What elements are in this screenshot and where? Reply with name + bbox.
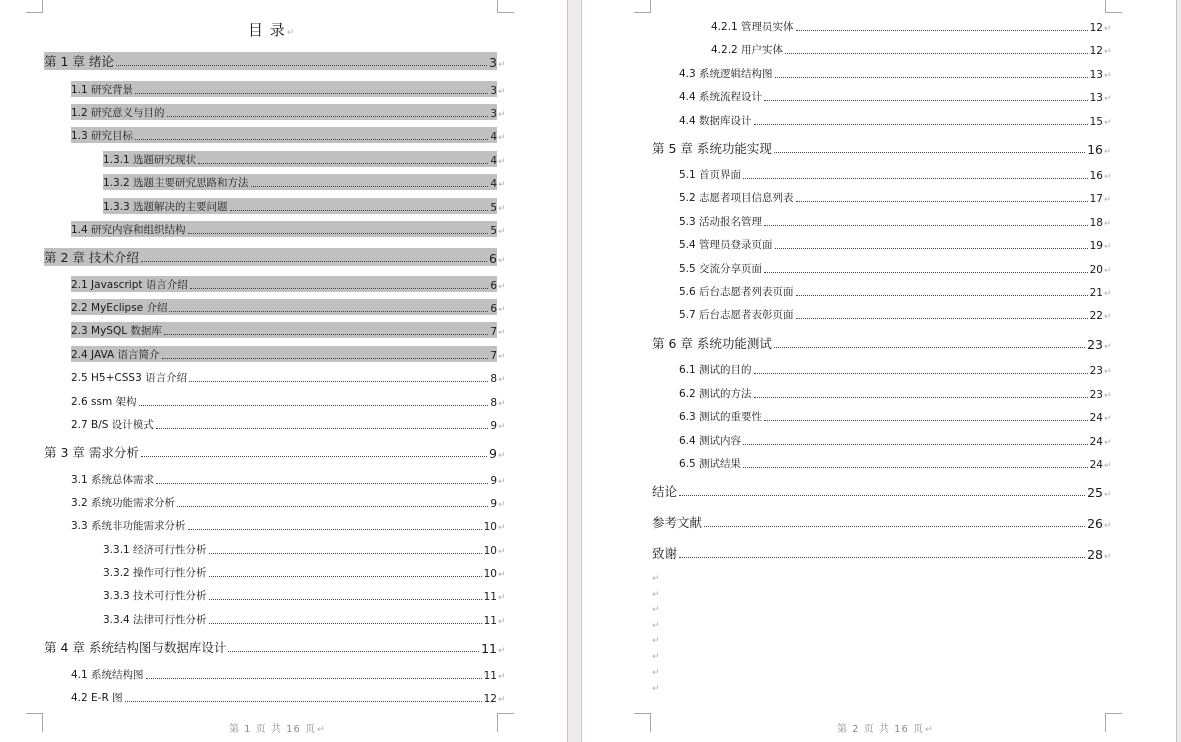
paragraph-mark-icon: ↵ [498,399,506,409]
toc-entry-label: 第 1 章 绪论 [44,54,114,69]
dot-leader [774,347,1085,348]
toc-page-number: 15 [1089,116,1103,128]
toc-entry-label: 4.1 系统结构图 [71,669,144,681]
dot-leader [743,178,1088,179]
toc-entry-label: 1.4 研究内容和组织结构 [71,224,186,236]
toc-entry[interactable] [71,322,506,338]
paragraph-mark-icon: ↵ [498,500,506,510]
paragraph-mark-icon: ↵ [498,204,506,214]
paragraph-mark-icon: ↵ [1104,172,1112,182]
toc-entry-label: 参考文献 [652,515,703,530]
dot-leader [209,599,482,600]
toc-entry-label: 2.4 JAVA 语言简介 [71,349,160,361]
toc-page-number: 3 [489,55,497,70]
toc-page-number: 23 [1087,337,1103,352]
toc-page-number: 8 [490,373,497,385]
page-gap[interactable] [1176,0,1181,742]
toc-entry-label: 2.6 ssm 架构 [71,396,137,408]
toc-entry-label: 第 5 章 系统功能实现 [652,141,772,156]
dot-leader [198,163,488,164]
dot-leader [156,428,489,429]
toc-entry[interactable] [71,666,506,682]
toc-entry[interactable] [679,112,1112,128]
document-page-2[interactable] [582,0,1176,742]
paragraph-mark-icon: ↵ [1104,438,1112,448]
toc-page-number: 6 [490,280,497,292]
paragraph-mark-icon: ↵ [498,646,506,656]
toc-page-number: 25 [1087,485,1103,500]
toc-page-number: 9 [490,498,497,510]
margin-corner-mark [1105,713,1122,732]
dot-leader [162,358,489,359]
paragraph-mark-icon: ↵ [652,668,660,678]
toc-entry-label: 1.3.1 选题研究现状 [103,154,197,166]
dot-leader [796,318,1088,319]
paragraph-mark-icon: ↵ [498,570,506,580]
toc-entry-label: 4.2.1 管理员实体 [711,21,794,33]
dot-leader [156,483,488,484]
dot-leader [679,557,1085,558]
toc-entry-label: 2.5 H5+CSS3 语言介绍 [71,372,188,384]
toc-page-number: 3 [490,108,497,120]
toc-entry[interactable] [679,65,1112,81]
toc-entry-label: 5.6 后台志愿者列表页面 [679,286,794,298]
paragraph-mark-icon: ↵ [498,422,506,432]
toc-entry[interactable] [679,408,1112,424]
toc-page-number: 9 [490,475,497,487]
paragraph-mark-icon: ↵ [1104,242,1112,252]
paragraph-mark-icon: ↵ [498,672,506,682]
paragraph-mark-icon: ↵ [498,256,506,266]
dot-leader [135,139,488,140]
toc-entry-label: 第 4 章 系统结构图与数据库设计 [44,640,227,655]
dot-leader [754,397,1088,398]
paragraph-mark-icon: ↵ [652,590,660,600]
toc-entry[interactable] [71,369,506,385]
toc-entry[interactable] [103,541,506,557]
toc-entry-label: 6.4 测试内容 [679,435,742,447]
toc-page-number: 7 [490,326,497,338]
toc-entry-label: 4.2.2 用户实体 [711,44,784,56]
paragraph-mark-icon: ↵ [498,617,506,627]
dot-leader [796,30,1088,31]
toc-page-number: 11 [483,591,497,603]
toc-entry-label: 5.2 志愿者项目信息列表 [679,192,794,204]
toc-page-number: 22 [1089,310,1103,322]
paragraph-mark-icon: ↵ [652,636,660,646]
toc-entry-label: 2.3 MySQL 数据库 [71,325,162,337]
toc-entry[interactable] [44,638,506,656]
toc-page-number: 3 [490,85,497,97]
margin-corner-mark [26,713,43,732]
paragraph-mark-icon: ↵ [1104,147,1112,157]
paragraph-mark-icon: ↵ [498,477,506,487]
paragraph-mark-icon: ↵ [652,605,660,615]
dot-leader [764,420,1088,421]
paragraph-mark-icon: ↵ [652,684,660,694]
toc-entry-label: 6.3 测试的重要性 [679,411,763,423]
toc-page-number: 12 [1089,22,1103,34]
toc-entry-label: 6.2 测试的方法 [679,388,752,400]
toc-entry[interactable] [652,513,1112,531]
dot-leader [743,444,1088,445]
dot-leader [139,405,489,406]
dot-leader [141,261,487,262]
toc-entry[interactable] [103,151,506,167]
paragraph-mark-icon: ↵ [498,157,506,167]
paragraph-mark-icon: ↵ [1104,266,1112,276]
toc-page-number: 7 [490,350,497,362]
toc-entry-label: 4.2 E-R 图 [71,692,123,704]
toc-entry-label: 3.3.4 法律可行性分析 [103,614,207,626]
paragraph-mark-icon: ↵ [498,547,506,557]
margin-corner-mark [634,713,651,732]
paragraph-mark-icon: ↵ [498,523,506,533]
paragraph-mark-icon: ↵ [1104,24,1112,34]
toc-page-number: 10 [483,521,497,533]
toc-entry-label: 5.4 管理员登录页面 [679,239,773,251]
paragraph-mark-icon: ↵ [498,593,506,603]
paragraph-mark-icon: ↵ [498,305,506,315]
paragraph-mark-icon: ↵ [652,621,660,631]
document-page-1[interactable] [0,0,567,742]
toc-page-number: 10 [483,545,497,557]
paragraph-mark-icon: ↵ [652,652,660,662]
toc-entry-label: 2.2 MyEclipse 介绍 [71,302,168,314]
paragraph-mark-icon: ↵ [1104,552,1112,562]
toc-entry-label: 3.3.1 经济可行性分析 [103,544,207,556]
paragraph-mark-icon: ↵ [1104,94,1112,104]
toc-entry-label: 致谢 [652,546,678,561]
toc-entry-label: 4.4 数据库设计 [679,115,752,127]
paragraph-mark-icon: ↵ [1104,195,1112,205]
toc-entry[interactable] [652,334,1112,352]
toc-entry[interactable] [71,471,506,487]
margin-corner-mark [26,0,43,13]
toc-entry-label: 1.3.2 选题主要研究思路和方法 [103,177,249,189]
dot-leader [743,467,1088,468]
dot-leader [125,701,482,702]
toc-entry-label: 5.1 首页界面 [679,169,742,181]
paragraph-mark-icon: ↵ [498,227,506,237]
toc-entry[interactable] [679,213,1112,229]
margin-corner-mark [497,0,514,13]
dot-leader [796,201,1088,202]
dot-leader [169,311,488,312]
dot-leader [228,651,479,652]
paragraph-mark-icon: ↵ [1104,118,1112,128]
dot-leader [189,381,488,382]
toc-entry[interactable] [71,276,506,292]
toc-entry[interactable] [71,81,506,97]
dot-leader [796,295,1088,296]
dot-leader [775,248,1088,249]
paragraph-mark-icon: ↵ [498,180,506,190]
toc-entry[interactable] [103,174,506,190]
dot-leader [251,186,489,187]
toc-entry-label: 结论 [652,484,678,499]
toc-entry[interactable] [679,361,1112,377]
page-footer: 第 2 页 共 16 页↵ [837,724,934,735]
dot-leader [141,456,487,457]
toc-entry[interactable] [679,306,1112,322]
toc-entry-label: 1.1 研究背景 [71,84,134,96]
dot-leader [785,53,1088,54]
dot-leader [190,288,489,289]
toc-entry[interactable] [71,346,506,362]
paragraph-mark-icon: ↵ [1104,414,1112,424]
paragraph-mark-icon: ↵ [1104,367,1112,377]
paragraph-mark-icon: ↵ [1104,289,1112,299]
paragraph-mark-icon: ↵ [498,328,506,338]
toc-page-number: 4 [490,155,497,167]
toc-entry-label: 3.2 系统功能需求分析 [71,497,176,509]
toc-page-number: 4 [490,178,497,190]
toc-page-number: 10 [483,568,497,580]
toc-page-number: 23 [1089,365,1103,377]
toc-entry[interactable] [71,393,506,409]
toc-entry-label: 3.1 系统总体需求 [71,474,155,486]
toc-page-number: 23 [1089,389,1103,401]
toc-entry-label: 5.7 后台志愿者表彰页面 [679,309,794,321]
toc-page-number: 24 [1089,459,1103,471]
paragraph-mark-icon: ↵ [498,133,506,143]
dot-leader [209,553,482,554]
paragraph-mark-icon: ↵ [498,110,506,120]
dot-leader [775,77,1088,78]
toc-page-number: 13 [1089,92,1103,104]
toc-page-number: 19 [1089,240,1103,252]
toc-page-number: 21 [1089,287,1103,299]
toc-page-number: 5 [490,202,497,214]
toc-entry-label: 5.5 交流分享页面 [679,263,763,275]
toc-entry[interactable] [103,564,506,580]
paragraph-mark-icon: ↵ [1104,312,1112,322]
margin-corner-mark [1105,0,1122,13]
toc-page-number: 20 [1089,264,1103,276]
toc-entry[interactable] [679,455,1112,471]
dot-leader [754,124,1088,125]
toc-entry-label: 1.3.3 选题解决的主要问题 [103,201,228,213]
dot-leader [146,678,482,679]
toc-entry[interactable] [679,283,1112,299]
toc-page-number: 26 [1087,516,1103,531]
dot-leader [209,576,482,577]
toc-entry[interactable] [71,416,506,432]
paragraph-mark-icon: ↵ [1104,219,1112,229]
dot-leader [167,116,489,117]
margin-corner-mark [497,713,514,732]
dot-leader [774,152,1085,153]
toc-entry[interactable] [44,52,506,70]
page-footer: 第 1 页 共 16 页↵ [229,724,326,735]
toc-entry[interactable] [103,198,506,214]
margin-corner-mark [634,0,651,13]
toc-entry[interactable] [679,432,1112,448]
toc-entry[interactable] [679,88,1112,104]
toc-entry[interactable] [71,127,506,143]
toc-page-number: 18 [1089,217,1103,229]
toc-page-number: 16 [1087,142,1103,157]
toc-entry-label: 3.3.2 操作可行性分析 [103,567,207,579]
page-gap [567,0,582,742]
toc-entry[interactable] [71,494,506,510]
toc-entry-label: 1.2 研究意义与目的 [71,107,165,119]
toc-entry-label: 6.1 测试的目的 [679,364,752,376]
toc-entry-label: 3.3 系统非功能需求分析 [71,520,186,532]
toc-entry-label: 2.1 Javascript 语言介绍 [71,279,188,291]
toc-entry[interactable] [71,299,506,315]
paragraph-mark-icon: ↵ [498,60,506,70]
dot-leader [188,233,489,234]
toc-entry-label: 3.3.3 技术可行性分析 [103,590,207,602]
toc-entry[interactable] [711,41,1112,57]
paragraph-mark-icon: ↵ [498,451,506,461]
toc-page-number: 11 [483,670,497,682]
toc-page-number: 4 [490,131,497,143]
toc-entry-label: 4.4 系统流程设计 [679,91,763,103]
toc-page-number: 11 [481,641,497,656]
toc-entry-label: 第 2 章 技术介绍 [44,250,139,265]
toc-page-number: 6 [490,303,497,315]
toc-page-number: 12 [483,693,497,705]
toc-page-number: 24 [1089,412,1103,424]
paragraph-mark-icon: ↵ [1104,521,1112,531]
toc-page-number: 9 [490,420,497,432]
toc-entry-label: 1.3 研究目标 [71,130,134,142]
toc-entry[interactable] [679,236,1112,252]
toc-entry[interactable] [679,260,1112,276]
toc-entry-label: 5.3 活动报名管理 [679,216,763,228]
dot-leader [177,506,488,507]
dot-leader [188,529,482,530]
toc-page-number: 9 [489,446,497,461]
paragraph-mark-icon: ↵ [498,87,506,97]
toc-page-number: 16 [1089,170,1103,182]
dot-leader [679,495,1085,496]
paragraph-mark-icon: ↵ [1104,461,1112,471]
dot-leader [764,272,1088,273]
dot-leader [135,93,488,94]
toc-entry[interactable] [652,482,1112,500]
toc-entry-label: 4.3 系统逻辑结构图 [679,68,773,80]
toc-page-number: 11 [483,615,497,627]
toc-entry-label: 6.5 测试结果 [679,458,742,470]
dot-leader [764,100,1088,101]
toc-entry[interactable] [44,248,506,266]
paragraph-mark-icon: ↵ [498,375,506,385]
paragraph-mark-icon: ↵ [498,352,506,362]
paragraph-mark-icon: ↵ [1104,47,1112,57]
toc-entry[interactable] [71,517,506,533]
toc-entry-label: 第 3 章 需求分析 [44,445,139,460]
paragraph-mark-icon: ↵ [1104,71,1112,81]
paragraph-mark-icon: ↵ [498,695,506,705]
toc-page-number: 5 [490,225,497,237]
paragraph-mark-icon: ↵ [1104,490,1112,500]
toc-entry[interactable] [103,587,506,603]
dot-leader [764,225,1088,226]
toc-page-number: 13 [1089,69,1103,81]
toc-page-number: 28 [1087,547,1103,562]
dot-leader [230,210,489,211]
paragraph-mark-icon: ↵ [498,282,506,292]
dot-leader [754,373,1088,374]
toc-page-number: 12 [1089,45,1103,57]
toc-entry[interactable] [679,189,1112,205]
dot-leader [116,65,487,66]
toc-entry[interactable] [679,385,1112,401]
paragraph-mark-icon: ↵ [652,574,660,584]
toc-entry[interactable] [103,611,506,627]
toc-entry-label: 第 6 章 系统功能测试 [652,336,772,351]
toc-entry[interactable] [711,18,1112,34]
toc-entry-label: 2.7 B/S 设计模式 [71,419,154,431]
toc-entry[interactable] [652,544,1112,562]
dot-leader [164,334,488,335]
paragraph-mark-icon: ↵ [1104,391,1112,401]
toc-page-number: 8 [490,397,497,409]
dot-leader [209,623,482,624]
toc-entry[interactable] [71,104,506,120]
toc-entry[interactable] [679,166,1112,182]
toc-entry[interactable] [71,689,506,705]
toc-entry[interactable] [652,139,1112,157]
toc-page-number: 24 [1089,436,1103,448]
toc-page-number: 6 [489,251,497,266]
toc-title: 目 录↵ [248,21,296,39]
paragraph-mark-icon: ↵ [1104,342,1112,352]
toc-entry[interactable] [44,443,506,461]
toc-entry[interactable] [71,221,506,237]
dot-leader [704,526,1085,527]
toc-page-number: 17 [1089,193,1103,205]
